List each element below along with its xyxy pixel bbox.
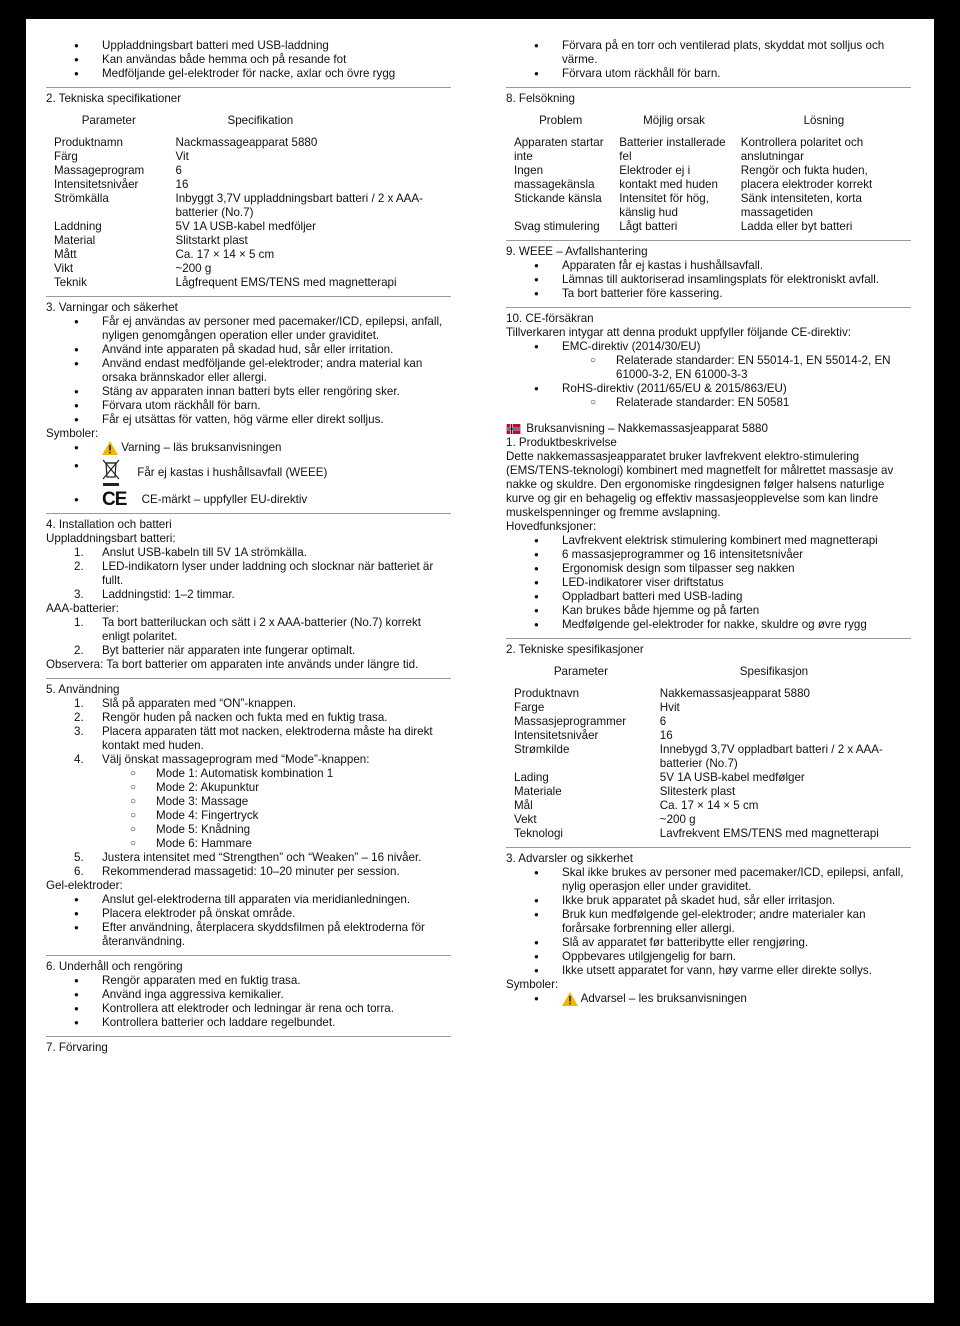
spec-value: 6 [659,715,667,728]
list-item: ● LED-indikatorer viser driftstatus [506,576,911,590]
column-header: Spesifikasjon [739,665,809,678]
spec-value: Inbyggt 3,7V uppladdningsbart batteri / 2 x AAA-batterier (No.7) [175,192,423,219]
cause-cell: Intensitet för hög, känslig hud [619,192,709,219]
right-column [506,39,911,1006]
list-item: ● Bruk kun medfølgende gel-elektroder; andre materialer kan forårsake forbrenning eller allergi. [506,908,911,936]
spec-value: Lågfrequent EMS/TENS med magnetterapi [175,276,397,289]
spec-value: 6 [175,164,182,177]
list-item: 6. Rekommenderad massagetid: 10–20 minuter per session. [74,865,400,879]
directive-text: RoHS-direktiv (2011/65/EU & 2015/863/EU) [562,382,787,395]
divider [46,1036,451,1037]
section-heading: 1. Produktbeskrivelse [506,436,617,449]
list-item: ○ Relaterade standarder: EN 55014-1, EN 55014-2, EN 61000-3-2, EN 61000-3-3 [506,354,911,382]
list-item: ● Förvara utom räckhåll för barn. [46,399,451,413]
list-item: ● Kan användas både hemma och på resande fot [46,53,451,67]
section-heading: 8. Felsökning [506,92,575,105]
list-item: ● Kontrollera batterier och laddare regelbundet. [46,1016,451,1030]
list-item: ● Lämnas till auktoriserad insamlingsplats för elektroniskt avfall. [506,273,911,287]
standards-list [506,396,911,410]
table-row [46,164,451,178]
divider [506,847,911,848]
divider [46,513,451,514]
spec-value: Slitesterk plast [659,785,736,798]
cause-cell: Batterier installerade fel [619,136,726,163]
list-item [46,459,451,487]
intro-bullet-list [46,39,451,81]
list-item: ● Skal ikke brukes av personer med pacemaker/ICD, epilepsi, anfall, nylig operasjon eller under graviditet. [506,866,911,894]
list-item: 1. Slå på apparaten med “ON”-knappen. [74,697,296,711]
list-item: ○ Mode 6: Hammare [46,837,451,851]
list-item: 3. Laddningstid: 1–2 timmar. [74,588,235,602]
list-item [506,382,911,410]
step-text: LED-indikatorn lyser under laddning och slocknar när batteriet är fullt. [102,560,434,588]
spec-value: 16 [175,178,189,191]
section-heading: 9. WEEE – Avfallshantering [506,245,648,258]
spec-key: Produktnamn [54,136,123,149]
symbol-text: Får ej kastas i hushållsavfall (WEEE) [137,466,328,480]
step-text: Ta bort batteriluckan och sätt i 2 x AAA-batterier (No.7) korrekt enligt polaritet. [102,616,421,644]
maintenance-list [46,974,451,1030]
weee-list [506,259,911,301]
table-row [506,743,911,771]
table-row [506,715,911,729]
section-heading: 2. Tekniske spesifikasjoner [506,643,644,656]
list-item: ○ Relaterade standarder: EN 50581 [506,396,911,410]
list-item: ● Kontrollera att elektroder och ledningar är rena och torra. [46,1002,451,1016]
directive-text: EMC-direktiv (2014/30/EU) [562,340,701,353]
norway-flag-icon [506,424,521,434]
list-item: ● Kan brukes både hjemme og på farten [506,604,911,618]
list-item: ● Får ej användas av personer med pacemaker/ICD, epilepsi, anfall, nyligen genomgången operation eller under graviditet. [46,315,451,343]
list-item: 2. LED-indikatorn lyser under laddning och slocknar när batteriet är fullt. [74,560,434,588]
paragraph: Dette nakkemassasjeapparatet bruker lavfrekvent elektro-stimulering (EMS/TENS-teknologi) kombinert med magnetfelt for målrettet massasje av nakke og skuldre. Den ergonomiske ringdesignen følger halsens naturlige kurve og gir en behagelig og effektiv massasjeopplevelse som kan lindre muskelspenninger og fremme avslapning. [506,450,894,519]
divider [46,87,451,88]
table-row [506,220,911,234]
list-item: ○ Mode 3: Massage [46,795,451,809]
spec-key: Teknologi [514,827,563,840]
spec-value: 16 [659,729,673,742]
problem-cell: Stickande känsla [514,192,602,205]
spec-value: Nackmassageapparat 5880 [175,136,318,149]
table-row [506,785,911,799]
left-column [46,39,451,1055]
title-text: Bruksanvisning – Nakkemassasjeapparat 5880 [526,422,768,435]
list-item: ● Efter användning, återplacera skyddsfilmen på elektroderna för återanvändning. [46,921,451,949]
spec-key: Mål [514,799,533,812]
spec-value: Lavfrekvent EMS/TENS med magnetterapi [659,827,879,840]
list-item: ● Medfølgende gel-elektroder for nakke, skuldre og øvre rygg [506,618,911,632]
spec-value: ~200 g [175,262,212,275]
table-row [46,220,451,234]
aaa-steps [46,616,451,658]
list-item: ● Ergonomisk design som tilpasser seg nakken [506,562,911,576]
column-header: Lösning [803,114,845,127]
spec-key: Massasjeprogrammer [514,715,627,728]
divider [46,678,451,679]
step-text: Anslut USB-kabeln till 5V 1A strömkälla. [102,546,307,560]
document-page [26,19,934,1303]
spec-key: Strömkälla [54,192,109,205]
warnings-list [46,315,451,427]
section-heading: 3. Advarsler og sikkerhet [506,852,633,865]
list-item [46,489,451,511]
step-text: Slå på apparaten med “ON”-knappen. [102,697,296,711]
list-item: ● Ta bort batterier före kassering. [506,287,911,301]
spec-value: Nakkemassasjeapparat 5880 [659,687,810,700]
list-item: ● Får ej utsättas för vatten, hög värme eller direkt solljus. [46,413,451,427]
spec-value: Innebygd 3,7V oppladbart batteri / 2 x AAA-batterier (No.7) [659,743,883,770]
usage-steps-continued [46,851,451,879]
list-item: ● Anslut gel-elektroderna till apparaten via meridianledningen. [46,893,451,907]
symbol-text: CE-märkt – uppfyller EU-direktiv [141,493,308,507]
charging-steps [46,546,451,602]
ce-directive-list [506,340,911,410]
list-item: 2. Byt batterier när apparaten inte fungerar optimalt. [74,644,356,658]
mode-list [46,767,451,851]
spec-key: Vikt [54,262,74,275]
table-row [46,234,451,248]
storage-list [506,39,911,81]
list-item: ● Använd endast medföljande gel-elektroder; andra material kan orsaka brännskador eller allergi. [46,357,451,385]
section-heading: 7. Förvaring [46,1041,108,1055]
spec-value: Ca. 17 × 14 × 5 cm [175,248,275,261]
troubleshooting-table [506,108,911,234]
divider [506,240,911,241]
list-item: 4. Välj önskat massageprogram med “Mode”-knappen: [74,753,370,767]
table-row [506,799,911,813]
list-item: ● Uppladdningsbart batteri med USB-laddning [46,39,451,53]
step-text: Placera apparaten tätt mot nacken, elektroderna måste ha direkt kontakt med huden. [102,725,433,753]
list-item: ● Apparaten får ej kastas i hushållsavfall. [506,259,911,273]
list-item: ● Medföljande gel-elektroder för nacke, axlar och övre rygg [46,67,451,81]
table-row [46,150,451,164]
cause-cell: Lågt batteri [619,220,678,233]
list-item: ○ Mode 1: Automatisk kombination 1 [46,767,451,781]
list-item: ● Använd inga aggressiva kemikalier. [46,988,451,1002]
solution-cell: Sänk intensiteten, korta massagetiden [740,192,862,219]
column-header: Parameter [81,114,136,127]
subheading: AAA-batterier: [46,602,119,616]
divider [506,87,911,88]
spec-value: Ca. 17 × 14 × 5 cm [659,799,759,812]
warning-icon [102,441,118,455]
list-item: ● Ikke utsett apparatet for vann, høy varme eller direkte sollys. [506,964,911,978]
problem-cell: Ingen massagekänsla [514,164,595,191]
spec-value: Vit [175,150,189,163]
spec-key: Lading [514,771,549,784]
table-row [46,192,451,220]
norwegian-title [506,422,911,436]
gel-list [46,893,451,949]
list-item: 3. Placera apparaten tätt mot nacken, elektroderna måste ha direkt kontakt med huden. [74,725,433,753]
table-row [46,276,451,290]
symbols-list [46,441,451,511]
warnings-list-no [506,866,911,978]
list-item: ● Förvara utom räckhåll för barn. [506,67,911,81]
divider [506,307,911,308]
usage-steps [46,697,451,767]
spec-key: Teknik [54,276,87,289]
symbols-label: Symboler: [46,427,99,440]
spec-key: Intensitetsnivåer [54,178,139,191]
list-item: ● Ikke bruk apparatet på skadet hud, sår eller irritasjon. [506,894,911,908]
list-item: 1. Anslut USB-kabeln till 5V 1A strömkälla. [74,546,307,560]
crossed-bin-icon [102,459,120,487]
spec-value: 5V 1A USB-kabel medföljer [175,220,316,233]
list-item: ● Rengör apparaten med en fuktig trasa. [46,974,451,988]
table-row [506,192,911,220]
table-row [506,687,911,701]
table-row [46,136,451,150]
column-header: Problem [539,114,583,127]
step-text: Rengör huden på nacken och fukta med en fuktig trasa. [102,711,388,725]
list-item: ○ Mode 4: Fingertryck [46,809,451,823]
subheading: Gel-elektroder: [46,879,123,893]
table-row [46,178,451,192]
subheading: Hovedfunksjoner: [506,520,597,533]
spec-value: 5V 1A USB-kabel medfølger [659,771,805,784]
list-item: ● Förvara på en torr och ventilerad plats, skyddat mot solljus och värme. [506,39,911,67]
section-heading: 6. Underhåll och rengöring [46,960,183,974]
spec-key: Vekt [514,813,537,826]
column-header: Möjlig orsak [643,114,705,127]
symbols-label: Symboler: [506,978,559,991]
spec-value: Slitstarkt plast [175,234,248,247]
spec-key: Farge [514,701,545,714]
problem-cell: Svag stimulering [514,220,600,233]
divider [506,638,911,639]
subheading: Uppladdningsbart batteri: [46,532,176,546]
table-row [46,248,451,262]
divider [46,955,451,956]
ce-mark-icon: CE [102,489,127,511]
list-item [506,992,911,1006]
divider [46,296,451,297]
spec-key: Intensitetsnivåer [514,729,599,742]
list-item: ● Oppbevares utilgjengelig for barn. [506,950,911,964]
column-header: Specifikation [227,114,294,127]
list-item [46,441,451,455]
problem-cell: Apparaten startar inte [514,136,604,163]
list-item: 1. Ta bort batteriluckan och sätt i 2 x AAA-batterier (No.7) korrekt enligt polaritet. [74,616,421,644]
step-text: Byt batterier när apparaten inte fungerar optimalt. [102,644,356,658]
list-item: ○ Mode 5: Knådning [46,823,451,837]
spec-value: Hvit [659,701,680,714]
solution-cell: Ladda eller byt batteri [740,220,853,233]
list-item: ● Slå av apparatet før batteribytte eller rengjøring. [506,936,911,950]
spec-key: Strømkilde [514,743,570,756]
spec-value: ~200 g [659,813,696,826]
note-text: Observera: Ta bort batterier om apparaten inte används under längre tid. [46,658,419,672]
symbols-list-no [506,992,911,1006]
spec-key: Materiale [514,785,562,798]
step-text: Laddningstid: 1–2 timmar. [102,588,235,602]
solution-cell: Rengör och fukta huden, placera elektroder korrekt [740,164,873,191]
list-item: ● Stäng av apparaten innan batteri byts eller rengöring sker. [46,385,451,399]
section-heading: 3. Varningar och säkerhet [46,301,178,314]
spec-key: Massageprogram [54,164,145,177]
list-item: ● Placera elektroder på önskat område. [46,907,451,921]
table-row [506,771,911,785]
symbol-text: Advarsel – les bruksanvisningen [580,992,747,1006]
step-text: Välj önskat massageprogram med “Mode”-knappen: [102,753,370,767]
step-text: Rekommenderad massagetid: 10–20 minuter per session. [102,865,400,879]
list-item: ● Använd inte apparaten på skadad hud, sår eller irritation. [46,343,451,357]
spec-table-no [506,659,911,841]
list-item: ● 6 massasjeprogrammer og 16 intensitetsnivåer [506,548,911,562]
spec-table [46,108,451,290]
section-heading: 5. Användning [46,683,120,697]
paragraph: Tillverkaren intygar att denna produkt uppfyller följande CE-direktiv: [506,326,851,339]
section-heading: 10. CE-försäkran [506,312,594,325]
table-row [506,813,911,827]
spec-key: Produktnavn [514,687,580,700]
step-text: Justera intensitet med “Strengthen” och “Weaken” – 16 nivåer. [102,851,422,865]
section-heading: 4. Installation och batteri [46,518,172,532]
warning-icon [562,992,578,1006]
spec-key: Mått [54,248,77,261]
spec-key: Färg [54,150,78,163]
table-row [506,827,911,841]
cause-cell: Elektroder ej i kontakt med huden [619,164,718,191]
list-item: 5. Justera intensitet med “Strengthen” och “Weaken” – 16 nivåer. [74,851,422,865]
list-item [506,340,911,382]
solution-cell: Kontrollera polaritet och anslutningar [740,136,864,163]
list-item: ○ Mode 2: Akupunktur [46,781,451,795]
list-item: ● Oppladbart batteri med USB-lading [506,590,911,604]
main-features-list [506,534,911,632]
table-row [506,136,911,164]
table-row [46,262,451,276]
list-item: ● Lavfrekvent elektrisk stimulering kombinert med magnetterapi [506,534,911,548]
spec-key: Laddning [54,220,102,233]
spec-key: Material [54,234,96,247]
list-item: 2. Rengör huden på nacken och fukta med en fuktig trasa. [74,711,388,725]
table-row [506,701,911,715]
table-row [506,164,911,192]
section-heading: 2. Tekniska specifikationer [46,92,182,105]
table-row [506,729,911,743]
standards-list [506,354,911,382]
symbol-text: Varning – läs bruksanvisningen [121,441,282,455]
column-header: Parameter [553,665,608,678]
